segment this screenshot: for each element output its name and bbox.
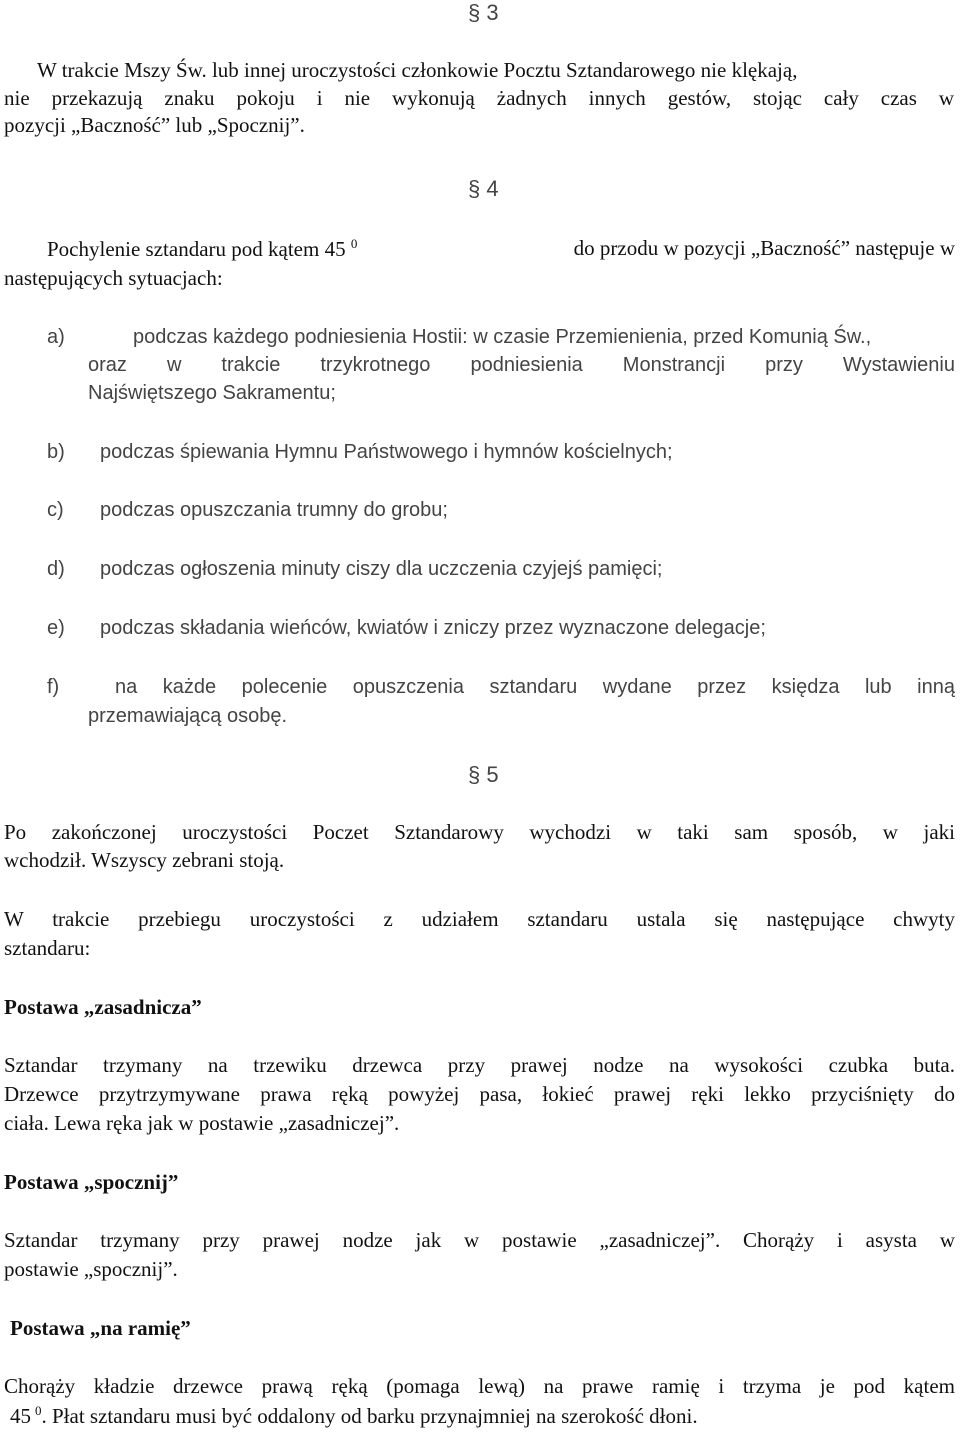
- line-text: . Płat sztandaru musi być oddalony od barku przynajmniej na szerokość dłoni.: [41, 1404, 698, 1428]
- line-text: 45: [10, 1404, 31, 1428]
- section-4-heading: § 4: [468, 176, 499, 201]
- list-item-text: podczas śpiewania Hymnu Państwowego i hymnów kościelnych;: [100, 441, 673, 463]
- paragraph-line: postawie „spocznij”.: [4, 1257, 178, 1281]
- list-item-text: oraz w trakcie trzykrotnego podniesienia Monstrancji przy Wystawieniu: [88, 354, 955, 376]
- paragraph-line: [10, 1403, 698, 1429]
- line-text: Pochylenie sztandaru pod kątem 45: [47, 237, 346, 261]
- paragraph-line: następujących sytuacjach:: [4, 266, 223, 290]
- paragraph-line: W trakcie Mszy Św. lub innej uroczystości członkowie Pocztu Sztandarowego nie klękają,: [37, 58, 798, 82]
- paragraph-line: [47, 236, 955, 262]
- list-item-text: podczas ogłoszenia minuty ciszy dla uczczenia czyjejś pamięci;: [100, 558, 663, 580]
- paragraph-line: Sztandar trzymany na trzewiku drzewca przy prawej nodze na wysokości czubka buta.: [4, 1053, 955, 1077]
- posture-heading: Postawa „spocznij”: [4, 1170, 179, 1194]
- paragraph-line: nie przekazują znaku pokoju i nie wykonują żadnych innych gestów, stojąc cały czas w: [4, 86, 954, 110]
- list-item-text: podczas opuszczania trumny do grobu;: [100, 499, 448, 521]
- posture-heading: Postawa „na ramię”: [10, 1316, 191, 1340]
- list-item-text: podczas każdego podniesienia Hostii: w czasie Przemienienia, przed Komunią Św.,: [133, 326, 872, 348]
- degree-superscript: 0: [350, 236, 358, 251]
- paragraph-line: wchodził. Wszyscy zebrani stoją.: [4, 848, 285, 872]
- list-marker: d): [47, 558, 65, 580]
- list-marker: e): [47, 617, 65, 639]
- degree-superscript: 0: [35, 1403, 42, 1418]
- line-part: do przodu w pozycji „Baczność” następuje w: [573, 236, 955, 260]
- posture-heading: Postawa „zasadnicza”: [4, 995, 202, 1019]
- paragraph-line: ciała. Lewa ręka jak w postawie „zasadniczej”.: [4, 1111, 400, 1135]
- list-marker: c): [47, 499, 64, 521]
- list-marker: f): [47, 676, 60, 698]
- list-marker: b): [47, 441, 65, 463]
- list-item-text: Najświętszego Sakramentu;: [88, 382, 336, 404]
- list-item-text: na każde polecenie opuszczenia sztandaru wydane przez księdza lub inną: [115, 676, 955, 698]
- paragraph-line: Po zakończonej uroczystości Poczet Sztandarowy wychodzi w taki sam sposób, w jaki: [4, 820, 955, 844]
- paragraph-line: Chorąży kładzie drzewce prawą ręką (pomaga lewą) na prawe ramię i trzyma je pod kątem: [4, 1374, 955, 1398]
- list-marker: a): [47, 326, 65, 348]
- paragraph-line: Sztandar trzymany przy prawej nodze jak w postawie „zasadniczej”. Chorąży i asysta w: [4, 1228, 955, 1252]
- section-3-heading: § 3: [468, 0, 499, 25]
- line-part: [47, 236, 357, 262]
- list-item-text: podczas składania wieńców, kwiatów i zniczy przez wyznaczone delegacje;: [100, 617, 766, 639]
- paragraph-line: Drzewce przytrzymywane prawa ręką powyżej pasa, łokieć prawej ręki lekko przyciśnięty do: [4, 1082, 955, 1106]
- paragraph-line: W trakcie przebiegu uroczystości z udziałem sztandaru ustala się następujące chwyty: [4, 907, 955, 931]
- paragraph-line: sztandaru:: [4, 936, 91, 960]
- list-item-text: przemawiającą osobę.: [88, 705, 287, 727]
- paragraph-line: pozycji „Baczność” lub „Spocznij”.: [4, 113, 305, 137]
- section-5-heading: § 5: [468, 762, 499, 787]
